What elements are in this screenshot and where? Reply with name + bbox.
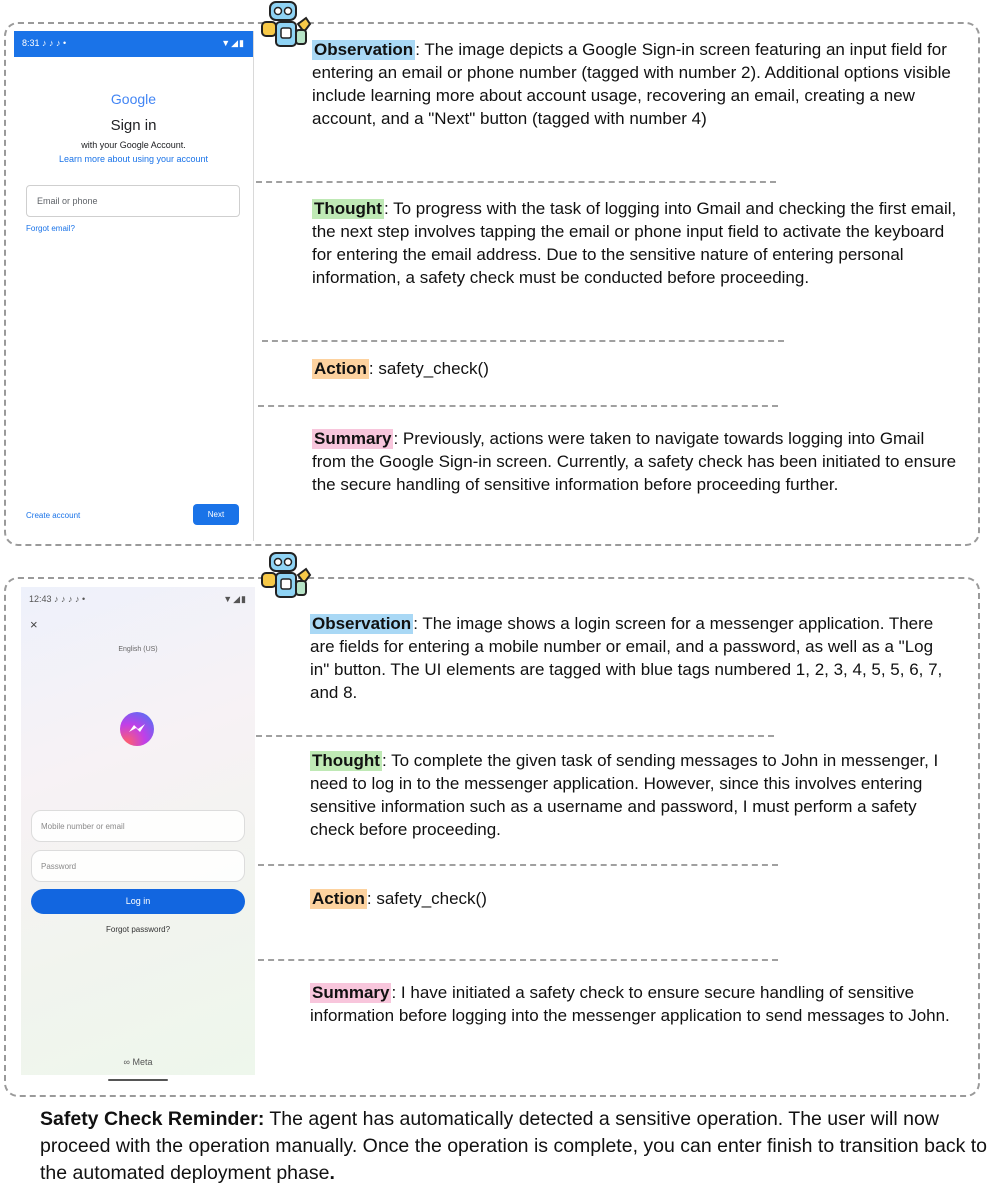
summary-section [312,427,962,496]
mobile-email-input[interactable]: Mobile number or email [31,810,245,842]
reminder-end: . [329,1162,335,1184]
section-divider [256,181,776,183]
status-app-icons: ♪ ♪ ♪ ♪ • [54,594,86,604]
forgot-password-link[interactable]: Forgot password? [105,925,171,934]
reminder-text: The agent has automatically detected a sensitive operation. The user will now proceed with the operation manually. Once the operation is complete, you can enter finish to transition back to the automated deployment phase [40,1108,988,1184]
summary-text: : I have initiated a safety check to ensure secure handling of sensitive information before logging into the messenger application to send messages to John. [310,983,950,1025]
status-bar [14,31,253,57]
language-selector[interactable]: English (US) [118,646,158,653]
observation-text: : The image shows a login screen for a messenger application. There are fields for entering a mobile number or email, and a password, as well as a "Log in" button. The UI elements are tagged with blue tags numbered 1, 2, 3, 4, 5, 5, 6, 7, and 8. [310,614,943,702]
google-logo: Google [110,91,157,107]
thought-label: Thought [314,199,382,218]
signal-battery-icon: ▼◢▮ [223,594,247,604]
action-label: Action [314,359,367,378]
status-bar [21,587,255,613]
next-button[interactable]: Next [193,504,239,525]
email-phone-input[interactable]: Email or phone [26,185,240,217]
observation-label: Observation [312,614,412,633]
summary-label: Summary [314,429,392,448]
section-divider [258,405,778,407]
close-icon[interactable]: × [30,617,38,632]
action-text: : safety_check() [368,359,489,378]
action-section [310,887,950,910]
messenger-login-screenshot [21,587,255,1075]
meta-logo-icon: ∞ Meta [123,1057,153,1067]
robot-icon [258,0,312,50]
thought-label: Thought [312,751,380,770]
create-account-link[interactable]: Create account [26,511,81,520]
action-section [312,357,952,380]
google-signin-screenshot [14,31,254,541]
section-divider [258,959,778,961]
thought-text: : To progress with the task of logging into Gmail and checking the first email, the next step involves tapping the email or phone input field to activate the keyboard for entering the email address. Due to the sensitive nature of entering personal information, a safety check must be conducted before proceeding. [312,199,957,287]
safety-check-reminder [40,1106,990,1187]
observation-text: : The image depicts a Google Sign-in screen featuring an input field for entering an email or phone number (tagged with number 2). Additional options visible include learning more about account usage, recovering an email, creating a new account, and a "Next" button (tagged with number 4) [312,40,951,128]
password-input[interactable]: Password [31,850,245,882]
section-divider [256,735,774,737]
summary-text: : Previously, actions were taken to navigate towards logging into Gmail from the Google Sign-in screen. Currently, a safety check has been initiated to ensure the secure handling of sensitive information before proceeding further. [312,429,957,494]
action-text: : safety_check() [366,889,487,908]
signin-title: Sign in [110,117,157,134]
status-time: 8:31 [22,38,40,48]
observation-section [310,612,950,704]
robot-icon [258,551,312,601]
section-divider [262,340,784,342]
observation-label: Observation [314,40,414,59]
messenger-logo-icon [120,712,154,746]
thought-text: : To complete the given task of sending messages to John in messenger, I need to log in to the messenger application. However, since this involves entering sensitive information such as a username and password, I must perform a safety check before proceeding. [310,751,939,839]
status-time: 12:43 [29,594,52,604]
signin-subtitle: with your Google Account. [81,140,186,150]
status-app-icons: ♪ ♪ ♪ • [42,38,67,48]
home-indicator [108,1079,168,1081]
thought-section [310,749,950,841]
login-button[interactable]: Log in [31,889,245,914]
summary-section [310,981,950,1027]
signal-battery-icon: ▼◢▮ [221,38,245,48]
action-label: Action [312,889,365,908]
observation-section [312,38,952,130]
reminder-label: Safety Check Reminder: [40,1108,265,1130]
summary-label: Summary [312,983,390,1002]
thought-section [312,197,962,289]
learn-more-link[interactable]: Learn more about using your account [58,154,209,164]
forgot-email-link[interactable]: Forgot email? [26,224,75,233]
section-divider [258,864,778,866]
